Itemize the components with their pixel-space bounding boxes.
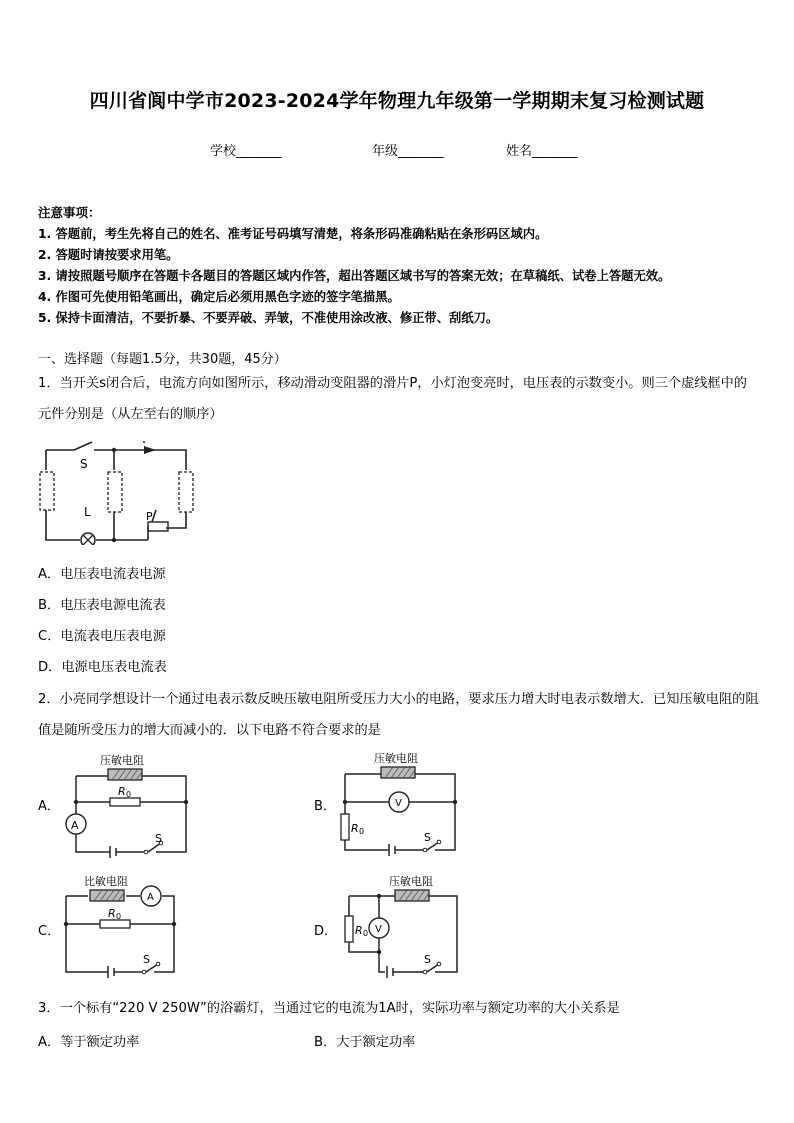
lamp-symbol: [81, 533, 95, 545]
page-title: 四川省阆中学市2023-2024学年物理九年级第一学期期末复习检测试题: [89, 90, 705, 112]
r0-label: R: [118, 785, 126, 798]
pressure-resistor-label: 压敏电阻: [100, 754, 144, 767]
question-2-text: 2．小亮同学想设计一个通过电表示数反映压敏电阻所受压力大小的电路，要求压力增大时电表示数增大．已知压敏电阻的阻值是随所受压力的增大而减小的．以下电路不符合要求的是: [38, 692, 759, 738]
circuit-a-diagram: [60, 748, 195, 858]
switch-label: S: [143, 953, 150, 966]
r0-resistor: [100, 920, 130, 928]
grade-field: 年级_______: [372, 144, 444, 159]
dashed-box-3: [179, 472, 193, 512]
question-3-text: 3．一个标有“220 V 250W”的浴霸灯，当通过它的电流为1A时，实际功率与额定功率的大小关系是: [38, 1001, 620, 1016]
name-field: 姓名_______: [506, 144, 578, 159]
svg-text:0: 0: [359, 827, 365, 836]
option-a: A．等于额定功率: [38, 1035, 140, 1050]
switch-label: S: [155, 832, 162, 845]
circuit-c-diagram: [58, 872, 193, 982]
rheostat: [148, 522, 168, 531]
slider-label: P: [146, 510, 153, 523]
circuit-b-diagram: [335, 748, 470, 858]
svg-text:0: 0: [116, 912, 122, 921]
switch-label: S: [424, 953, 431, 966]
option-d: D．电源电压表电流表: [38, 660, 167, 675]
q1-circuit-diagram: [38, 440, 198, 545]
option-b: B．大于额定功率: [314, 1035, 416, 1050]
r0-label: R: [355, 924, 363, 937]
voltmeter-label: V: [375, 924, 382, 935]
question-1-text: 1．当开关s闭合后，电流方向如图所示，移动滑动变阻器的滑片P，小灯泡变亮时，电压表的示数变小。则三个虚线框中的元件分别是（从左至右的顺序）: [38, 376, 747, 422]
notice-item: 1. 答题前，考生先将自己的姓名、准考证号码填写清楚，将条形码准确粘贴在条形码区域内。: [38, 227, 548, 241]
switch-label: S: [424, 831, 431, 844]
option-d-label: D．: [314, 924, 338, 939]
notice-heading: 注意事项：: [38, 205, 101, 220]
r0-resistor: [345, 916, 353, 942]
dashed-box-2: [108, 472, 122, 512]
option-a: A．电压表电流表电源: [38, 567, 166, 582]
notice-item: 3. 请按照题号顺序在答题卡各题目的答题区域内作答，超出答题区域书写的答案无效；在草稿纸、试卷上答题无效。: [38, 269, 671, 283]
notice-item: 4. 作图可先使用铅笔画出，确定后必须用黑色字迹的签字笔描黑。: [38, 290, 400, 304]
notice-item: 2. 答题时请按要求用笔。: [38, 248, 179, 262]
option-c-label: C．: [38, 924, 61, 939]
voltmeter-label: V: [395, 798, 402, 809]
option-c: C．电流表电压表电源: [38, 629, 166, 644]
r0-resistor: [341, 814, 349, 840]
r0-label: R: [108, 907, 116, 920]
lamp-label: L: [84, 505, 91, 519]
r0-label: R: [351, 822, 359, 835]
ammeter-label: A: [71, 819, 79, 832]
switch-label: S: [80, 457, 88, 471]
circuit-d-diagram: [335, 872, 470, 982]
section-heading: 一、选择题（每题1.5分，共30题，45分）: [38, 352, 287, 367]
option-b: B．电压表电源电流表: [38, 598, 166, 613]
ammeter-label: A: [147, 892, 154, 903]
svg-text:0: 0: [363, 929, 369, 938]
pressure-resistor-label: 比敏电阻: [84, 875, 128, 888]
option-a-label: A．: [38, 799, 60, 814]
pressure-resistor-label: 压敏电阻: [389, 875, 433, 888]
r0-resistor: [110, 798, 140, 806]
dashed-box-1: [40, 472, 54, 510]
school-field: 学校_______: [210, 144, 282, 159]
option-b-label: B．: [314, 799, 336, 814]
notice-item: 5. 保持卡面清洁，不要折暴、不要弄破、弄皱，不准使用涂改液、修正带、刮纸刀。: [38, 311, 499, 325]
pressure-resistor-label: 压敏电阻: [374, 752, 418, 765]
svg-text:0: 0: [126, 790, 132, 799]
